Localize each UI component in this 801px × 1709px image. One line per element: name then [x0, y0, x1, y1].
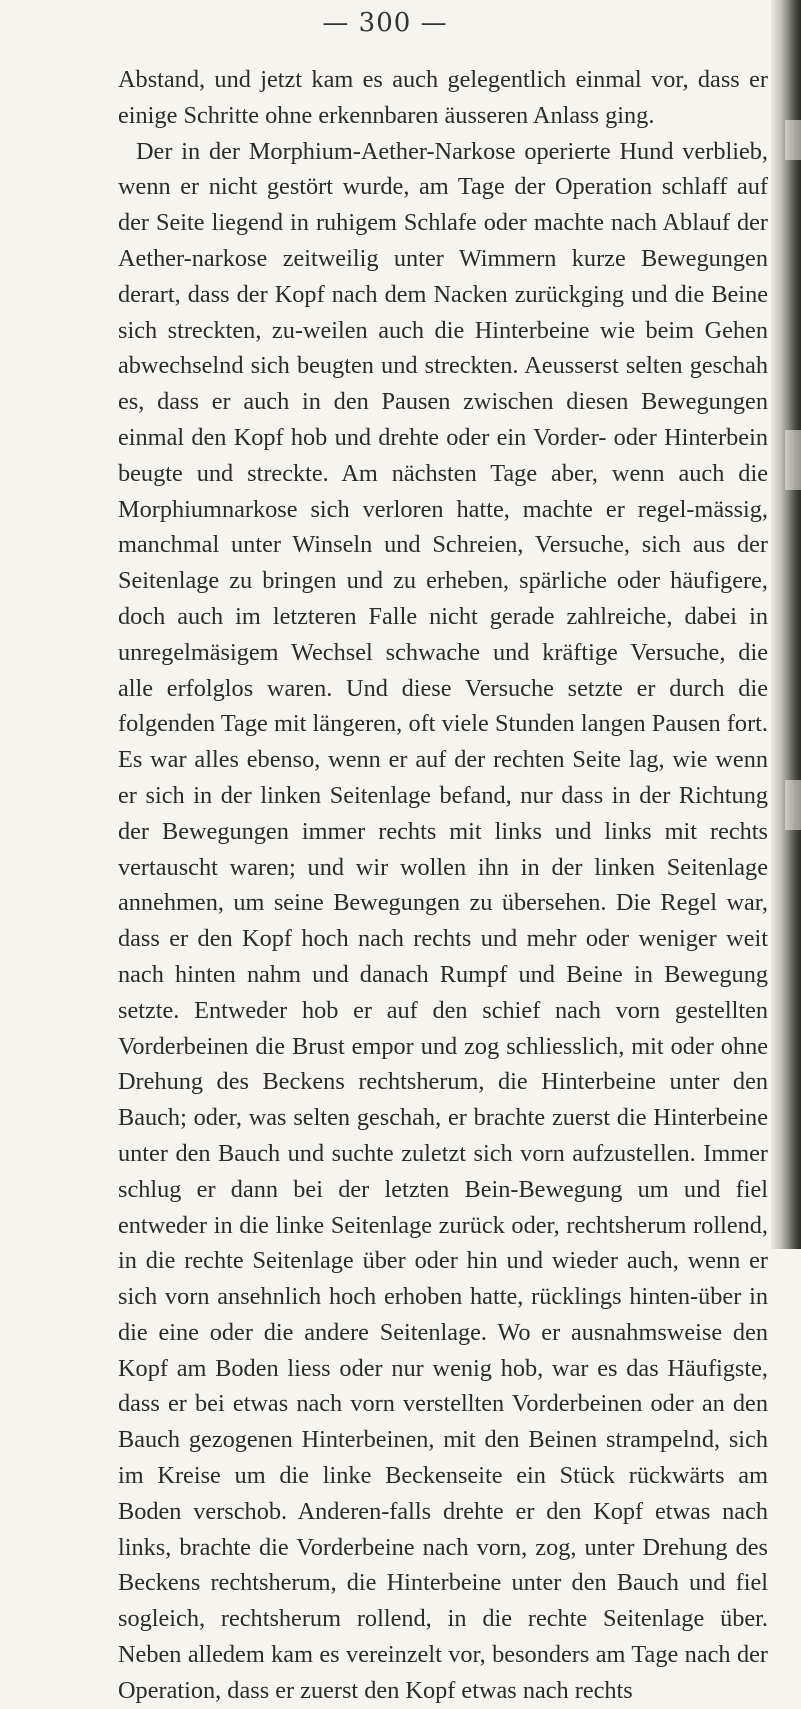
page-number: — 300 — — [322, 8, 448, 38]
paragraph-2: Der in der Morphium-Aether-Narkose operierte Hund verblieb, wenn er nicht gestört wurde, am Tage der Operation schlaff auf der Seite liegend in ruhigem Schlafe oder machte nach Ablauf der Aether-narkose zeitweilig unter Wimmern kurze Bewegungen derart, dass der Kopf nach dem Nacken zurückging und die Beine sich streckten, zu-weilen auch die Hinterbeine wie beim Gehen abwechselnd sich beugten und streckten. Aeusserst selten geschah es, dass er auch in den Pausen zwischen diesen Bewegungen einmal den Kopf hob und drehte oder ein Vorder- oder Hinterbein beugte und streckte. Am nächsten Tage aber, wenn auch die Morphiumnarkose sich verloren hatte, machte er regel-mässig, manchmal unter Winseln und Schreien, Versuche, sich aus der Seitenlage zu bringen und zu erheben, spärliche oder häufigere, doch auch im letzteren Falle nicht gerade zahlreiche, dabei in unregelmäsigem Wechsel schwache und kräftige Versuche, die alle erfolglos waren. Und diese Versuche setzte er durch die folgenden Tage mit längeren, oft viele Stunden langen Pausen fort. Es war alles ebenso, wenn er auf der rechten Seite lag, wie wenn er sich in der linken Seitenlage befand, nur dass in der Richtung der Bewegungen immer rechts mit links und links mit rechts vertauscht waren; und wir wollen ihn in der linken Seitenlage annehmen, um seine Bewegungen zu übersehen. Die Regel war, dass er den Kopf hoch nach rechts und mehr oder weniger weit nach hinten nahm und danach Rumpf und Beine in Bewegung setzte. Entweder hob er auf den schief nach vorn gestellten Vorderbeinen die Brust empor und zog schliesslich, mit oder ohne Drehung des Beckens rechtsherum, die Hinterbeine unter den Bauch; oder, was selten geschah, er brachte zuerst die Hinterbeine unter den Bauch und suchte zuletzt sich vorn aufzustellen. Immer schlug er dann bei der letzten Bein-Bewegung um und fiel entweder in die linke Seitenlage zurück oder, rechtsherum rollend, in die rechte Seitenlage über oder hin und wieder auch, wenn er sich vorn ansehnlich hoch erhoben hatte, rücklings hinten-über in die eine oder die andere Seitenlage. Wo er ausnahmsweise den Kopf am Boden liess oder nur wenig hob, war es das Häufigste, dass er bei etwas nach vorn verstellten Vorderbeinen oder an den Bauch gezogenen Hinterbeinen, mit den Beinen strampelnd, sich im Kreise um die linke Beckenseite ein Stück rückwärts am Boden verschob. Anderen-falls drehte er den Kopf etwas nach links, brachte die Vorderbeine nach vorn, zog, unter Drehung des Beckens rechtsherum, die Hinterbeine unter den Bauch und fiel sogleich, rechtsherum rollend, in die rechte Seitenlage über. Neben alledem kam es vereinzelt vor, besonders am Tage nach der Operation, dass er zuerst den Kopf etwas nach rechts — [118, 137, 768, 1704]
edge-highlight — [785, 430, 801, 490]
edge-highlight — [785, 780, 801, 830]
page-body-text — [118, 62, 768, 1709]
paragraph-1: Abstand, und jetzt kam es auch gelegentlich einmal vor, dass er einige Schritte ohne erkennbaren äusseren Anlass ging. — [118, 66, 768, 129]
page-edge-shadow — [771, 0, 801, 1249]
edge-highlight — [785, 120, 801, 160]
